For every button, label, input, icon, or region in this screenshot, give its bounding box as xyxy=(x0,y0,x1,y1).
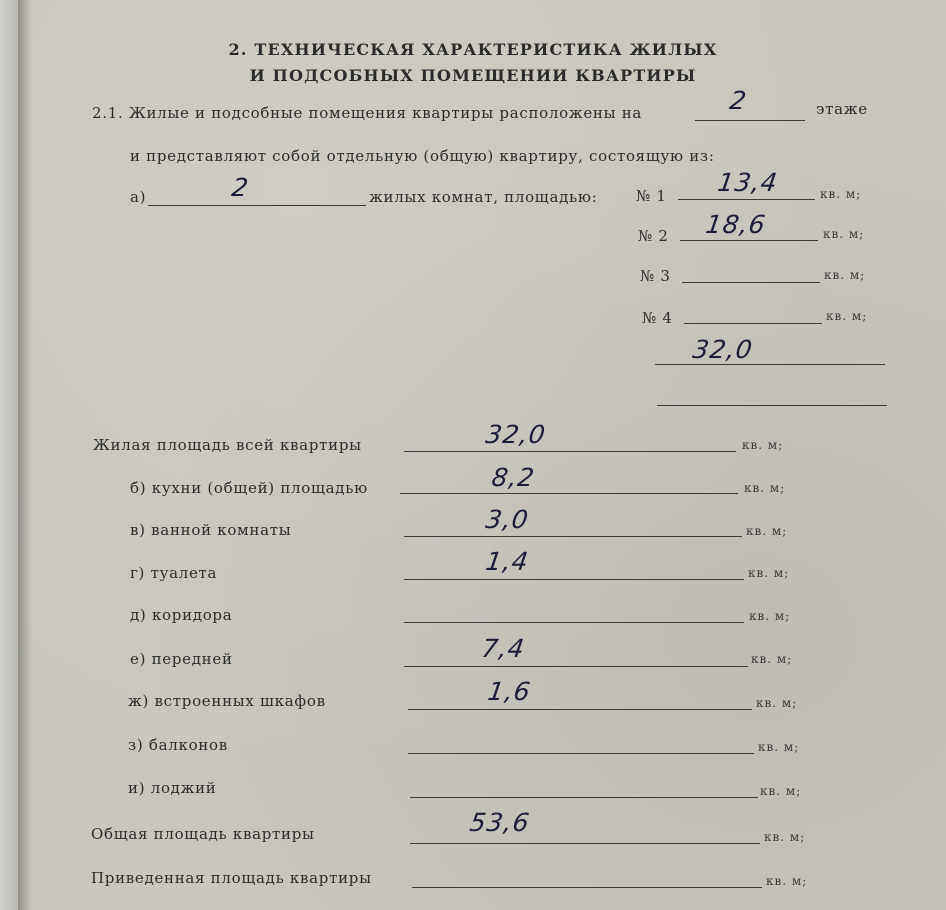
bathroom-unit: кв. м; xyxy=(746,524,788,538)
room-1-unit: кв. м; xyxy=(820,187,862,201)
room-1-label: № 1 xyxy=(636,187,667,205)
rooms-prefix: а) xyxy=(130,188,147,206)
room-3-line xyxy=(682,282,820,283)
toilet-unit: кв. м; xyxy=(748,566,790,580)
living-area-unit: кв. м; xyxy=(742,438,784,452)
balconies-unit: кв. м; xyxy=(758,740,800,754)
rooms-extra-line xyxy=(657,405,887,406)
toilet-label: г) туалета xyxy=(130,564,218,582)
toilet-value: 1,4 xyxy=(483,547,531,576)
room-4-line xyxy=(684,323,822,324)
room-4-label: № 4 xyxy=(642,309,673,327)
bathroom-line xyxy=(404,536,742,537)
room-2-value: 18,6 xyxy=(703,210,768,239)
corridor-line xyxy=(404,622,744,623)
hallway-label: е) передней xyxy=(130,650,233,668)
room-2-unit: кв. м; xyxy=(823,227,865,241)
total-area-label: Общая площадь квартиры xyxy=(91,825,315,843)
kitchen-line xyxy=(400,493,738,494)
room-1-value: 13,4 xyxy=(715,168,780,197)
room-2-label: № 2 xyxy=(638,227,669,245)
balconies-label: з) балконов xyxy=(128,736,228,754)
section-title-line-1: 2. ТЕХНИЧЕСКАЯ ХАРАКТЕРИСТИКА ЖИЛЫХ xyxy=(228,40,718,59)
living-area-label: Жилая площадь всей квартиры xyxy=(93,436,362,454)
form-page xyxy=(18,0,946,910)
floor-value: 2 xyxy=(727,86,749,115)
total-area-unit: кв. м; xyxy=(764,830,806,844)
total-area-line xyxy=(410,843,760,844)
intro-line-2: и представляют собой отдельную (общую) квартиру, состоящую из: xyxy=(130,147,715,165)
room-3-label: № 3 xyxy=(640,267,671,285)
closets-value: 1,6 xyxy=(485,677,533,706)
hallway-value: 7,4 xyxy=(479,634,527,663)
closets-line xyxy=(408,709,752,710)
rooms-count-value: 2 xyxy=(229,173,251,202)
corridor-label: д) коридора xyxy=(130,606,233,624)
booklet-spine xyxy=(0,0,18,910)
kitchen-unit: кв. м; xyxy=(744,481,786,495)
living-area-value: 32,0 xyxy=(483,420,548,449)
rooms-count-line xyxy=(148,205,366,206)
loggias-label: и) лоджий xyxy=(128,779,217,797)
intro-suffix: этаже xyxy=(816,100,868,118)
rooms-label: жилых комнат, площадью: xyxy=(369,188,598,206)
room-1-line xyxy=(678,199,815,200)
floor-line xyxy=(695,120,805,121)
living-area-line xyxy=(404,451,736,452)
loggias-unit: кв. м; xyxy=(760,784,802,798)
reduced-area-line xyxy=(412,887,762,888)
kitchen-value: 8,2 xyxy=(489,463,537,492)
room-3-unit: кв. м; xyxy=(824,268,866,282)
toilet-line xyxy=(404,579,744,580)
loggias-line xyxy=(410,797,758,798)
rooms-subtotal-value: 32,0 xyxy=(690,335,755,364)
room-4-unit: кв. м; xyxy=(826,309,868,323)
hallway-unit: кв. м; xyxy=(751,652,793,666)
intro-prefix: 2.1. Жилые и подсобные помещения квартиры расположены на xyxy=(92,104,643,122)
room-2-line xyxy=(680,240,818,241)
kitchen-label: б) кухни (общей) площадью xyxy=(130,479,368,497)
hallway-line xyxy=(404,666,748,667)
rooms-subtotal-line xyxy=(655,364,885,365)
reduced-area-unit: кв. м; xyxy=(766,874,808,888)
page-fold-shadow xyxy=(18,0,32,910)
bathroom-value: 3,0 xyxy=(483,505,531,534)
closets-label: ж) встроенных шкафов xyxy=(128,692,326,710)
reduced-area-label: Приведенная площадь квартиры xyxy=(91,869,372,887)
corridor-unit: кв. м; xyxy=(749,609,791,623)
closets-unit: кв. м; xyxy=(756,696,798,710)
total-area-value: 53,6 xyxy=(467,808,532,837)
balconies-line xyxy=(408,753,754,754)
section-title-line-2: И ПОДСОБНЫХ ПОМЕЩЕНИИ КВАРТИРЫ xyxy=(249,66,697,85)
bathroom-label: в) ванной комнаты xyxy=(130,521,292,539)
